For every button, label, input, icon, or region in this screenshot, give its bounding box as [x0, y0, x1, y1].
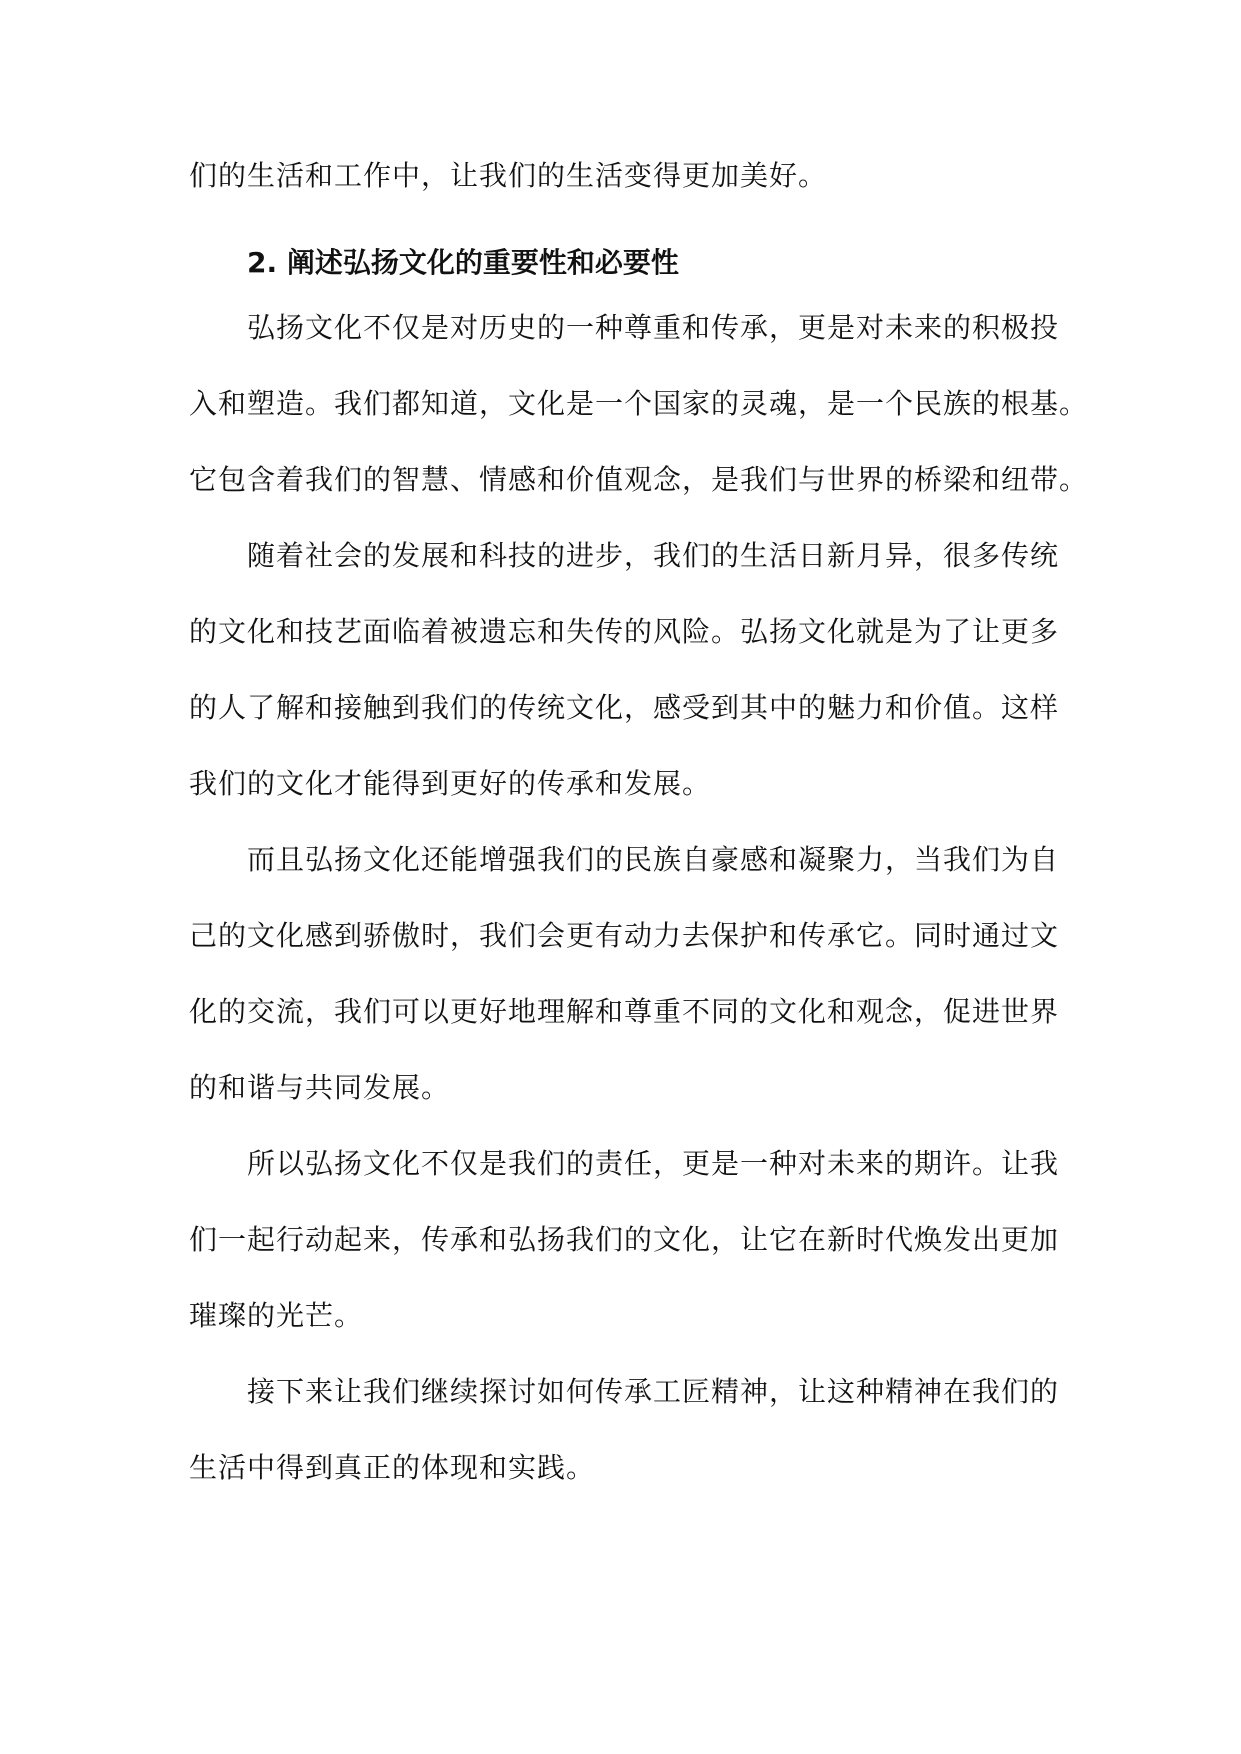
paragraph-line: 化的交流，我们可以更好地理解和尊重不同的文化和观念，促进世界 — [189, 995, 1060, 1028]
paragraph-line: 入和塑造。我们都知道，文化是一个国家的灵魂，是一个民族的根基。 — [189, 387, 1089, 420]
paragraph-line: 它包含着我们的智慧、情感和价值观念，是我们与世界的桥梁和纽带。 — [189, 463, 1089, 496]
paragraph-3 — [189, 822, 1060, 1126]
paragraph-line: 弘扬文化不仅是对历史的一种尊重和传承，更是对未来的积极投 — [247, 311, 1060, 344]
paragraph-line: 己的文化感到骄傲时，我们会更有动力去保护和传承它。同时通过文 — [189, 919, 1060, 952]
paragraph-line: 随着社会的发展和科技的进步，我们的生活日新月异，很多传统 — [247, 539, 1060, 572]
paragraph-line: 们的生活和工作中，让我们的生活变得更加美好。 — [189, 159, 828, 192]
section-heading: 2. 阐述弘扬文化的重要性和必要性 — [247, 246, 679, 279]
paragraph-line: 接下来让我们继续探讨如何传承工匠精神，让这种精神在我们的 — [247, 1375, 1060, 1408]
paragraph-2 — [189, 518, 1060, 822]
paragraph-line: 所以弘扬文化不仅是我们的责任，更是一种对未来的期许。让我 — [247, 1147, 1060, 1180]
paragraph-1 — [189, 290, 1089, 518]
continuation-paragraph — [189, 138, 1055, 214]
paragraph-line: 的文化和技艺面临着被遗忘和失传的风险。弘扬文化就是为了让更多 — [189, 615, 1060, 648]
paragraph-line: 们一起行动起来，传承和弘扬我们的文化，让它在新时代焕发出更加 — [189, 1223, 1060, 1256]
paragraph-line: 的和谐与共同发展。 — [189, 1071, 451, 1104]
paragraph-line: 生活中得到真正的体现和实践。 — [189, 1451, 596, 1484]
paragraph-5 — [189, 1354, 1060, 1506]
paragraph-line: 而且弘扬文化还能增强我们的民族自豪感和凝聚力，当我们为自 — [247, 843, 1060, 876]
paragraph-line: 我们的文化才能得到更好的传承和发展。 — [189, 767, 712, 800]
paragraph-4 — [189, 1126, 1060, 1354]
paragraph-line: 的人了解和接触到我们的传统文化，感受到其中的魅力和价值。这样 — [189, 691, 1060, 724]
paragraph-line: 璀璨的光芒。 — [189, 1299, 364, 1332]
